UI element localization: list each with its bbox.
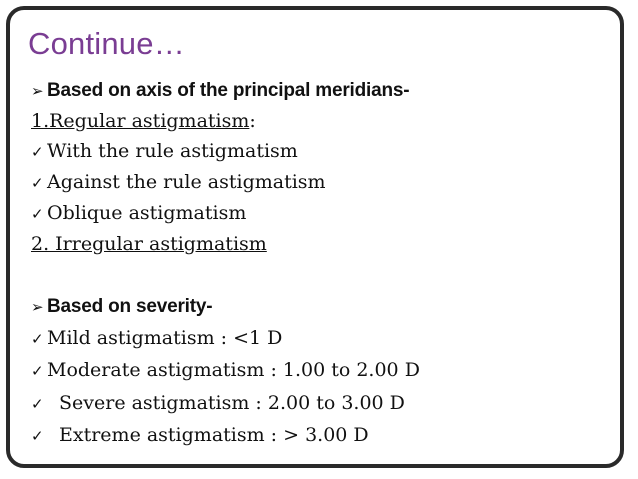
irregular-astigmatism-label bbox=[31, 233, 267, 255]
list-item-text: With the rule astigmatism bbox=[47, 140, 298, 162]
list-item-moderate bbox=[31, 359, 420, 382]
section-axis-heading bbox=[31, 80, 409, 102]
section-severity-heading-text: Based on severity- bbox=[47, 296, 213, 317]
list-item-against-the-rule bbox=[31, 171, 326, 194]
arrow-bullet-icon: ➢ bbox=[31, 298, 44, 316]
check-icon: ✓ bbox=[31, 174, 44, 192]
arrow-bullet-icon: ➢ bbox=[31, 82, 44, 100]
regular-astigmatism-colon: : bbox=[249, 110, 256, 132]
check-icon: ✓ bbox=[31, 395, 44, 413]
check-icon: ✓ bbox=[31, 362, 44, 380]
regular-astigmatism-text: 1.Regular astigmatism bbox=[31, 110, 250, 132]
check-icon: ✓ bbox=[31, 427, 44, 445]
list-item-text: Moderate astigmatism : 1.00 to 2.00 D bbox=[47, 359, 420, 381]
list-item-text: Severe astigmatism : 2.00 to 3.00 D bbox=[59, 392, 405, 414]
slide-title: Continue… bbox=[28, 26, 185, 61]
list-item-with-the-rule bbox=[31, 140, 298, 163]
list-item-text: Extreme astigmatism : > 3.00 D bbox=[59, 424, 369, 446]
irregular-astigmatism-text: 2. Irregular astigmatism bbox=[31, 233, 267, 255]
list-item-text: Oblique astigmatism bbox=[47, 202, 247, 224]
regular-astigmatism-label bbox=[31, 110, 256, 132]
list-item-oblique bbox=[31, 202, 246, 225]
section-severity-heading bbox=[31, 296, 212, 318]
list-item-mild bbox=[31, 327, 282, 350]
check-icon: ✓ bbox=[31, 205, 44, 223]
check-icon: ✓ bbox=[31, 330, 44, 348]
list-item-extreme bbox=[31, 424, 369, 447]
list-item-text: Mild astigmatism : <1 D bbox=[47, 327, 283, 349]
check-icon: ✓ bbox=[31, 143, 44, 161]
section-axis-heading-text: Based on axis of the principal meridians- bbox=[47, 80, 410, 101]
list-item-text: Against the rule astigmatism bbox=[47, 171, 326, 193]
list-item-severe bbox=[31, 392, 405, 415]
